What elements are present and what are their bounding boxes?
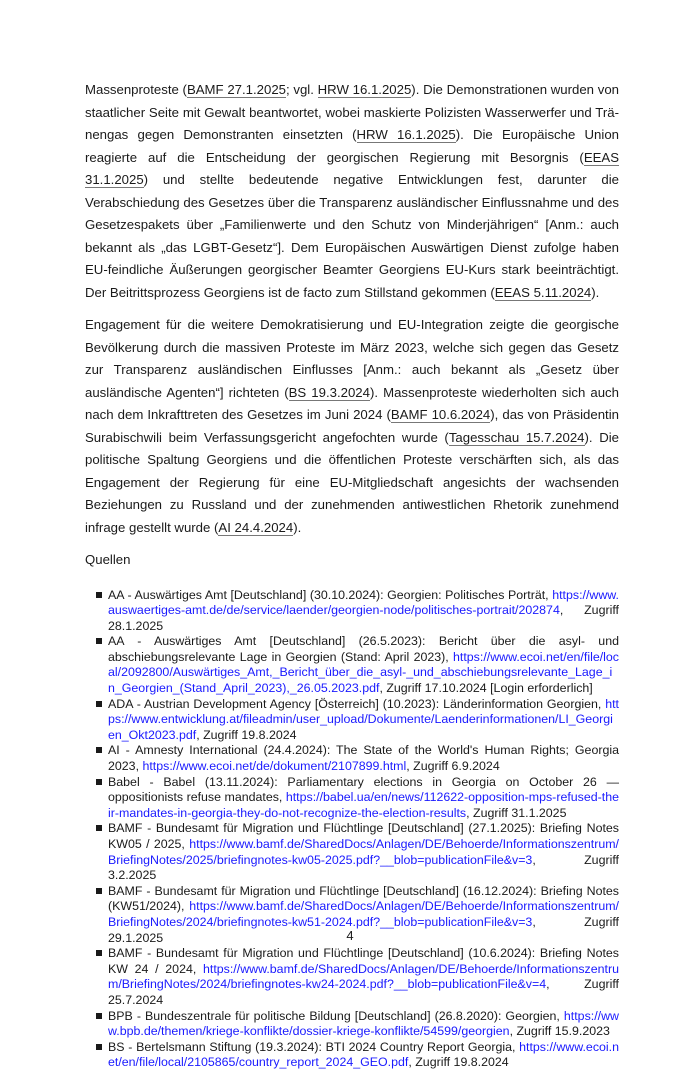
square-bullet-icon bbox=[96, 950, 102, 956]
source-item bbox=[108, 743, 619, 774]
source-access-date: , Zugriff 6.9.2024 bbox=[406, 759, 500, 774]
source-access-date: , Zugriff 3.2.2025 bbox=[108, 852, 619, 883]
source-text: Babel - Babel (13.11.2024): Parliamentary elections in Georgia on October 26 — oppositionists refuse mandates, bbox=[108, 774, 619, 805]
paragraph-text: Engagement für die weitere Demokratisierung und EU-Integration zeigte die georgische Bevölkerung durch die massiven Proteste im März 2023, welche sich gegen das Gesetz zur Transparenz ausländischen Einflusses [Anm.: auch bekannt als „Gesetz über ausländische Agenten“] richteten ( bbox=[85, 317, 619, 400]
source-item bbox=[108, 697, 619, 744]
source-access-date: , Zugriff 19.8.2024 bbox=[196, 727, 297, 742]
paragraph-text: ), das von Präsidentin Surabischwili beim Verfassungsgericht angefochten wurde ( bbox=[85, 407, 619, 445]
source-text: ADA - Austrian Development Agency [Österreich] (10.2023): Länderinformation Georgien, bbox=[108, 696, 606, 711]
paragraph-text: ). bbox=[591, 284, 600, 300]
paragraph-text: Massenproteste ( bbox=[85, 82, 187, 97]
square-bullet-icon bbox=[96, 825, 102, 831]
source-access-date: , Zugriff 28.1.2025 bbox=[108, 603, 619, 633]
square-bullet-icon bbox=[96, 779, 102, 785]
source-text: AI - Amnesty International (24.4.2024): The State of the World's Human Rights; Georgia 2023, bbox=[108, 743, 619, 774]
source-url-link[interactable]: https://babel.ua/en/news/112622-opposition-mps-refused-their-mandates-in-georgia-they-do-not-recognize-the-election-results bbox=[108, 790, 619, 820]
paragraph-text: ). bbox=[293, 519, 302, 535]
source-access-date: , Zugriff 17.10.2024 [Login erforderlich] bbox=[379, 681, 593, 696]
source-access-date: , Zugriff 15.9.2023 bbox=[509, 1024, 610, 1039]
square-bullet-icon bbox=[96, 701, 102, 707]
square-bullet-icon bbox=[96, 888, 102, 894]
sources-list bbox=[85, 588, 619, 1071]
paragraph-text: ) und stellte bedeutende negative Entwicklungen fest, darunter die Verabschiedung des Gesetzes über die Transparenz ausländischer Einflussnahme und des Gesetzespakets über „Familienwerte und den Schutz von Minderjährigen“ [Anm.: auch bekannt als „das LGBT-Gesetz“]. Dem Europäischen Auswärtigen Dienst zufolge haben EU-feindliche Äußerungen georgischer Beamter Georgiens EU-Kurs stark beeinträchtigt. Der Beitrittsprozess Georgiens ist de facto zum Stillstand gekommen ( bbox=[85, 172, 619, 300]
source-url-link[interactable]: https://www.ecoi.net/en/file/local/2105865/country_report_2024_GEO.pdf bbox=[108, 1039, 619, 1070]
square-bullet-icon bbox=[96, 1013, 102, 1019]
source-url-link[interactable]: https://www.ecoi.net/de/dokument/2107899.html bbox=[142, 759, 407, 774]
source-text: BAMF - Bundesamt für Migration und Flüchtlinge [Deutschland] (10.6.2024): Briefing Notes KW 24 / 2024, bbox=[108, 946, 619, 976]
source-access-date: , Zugriff 31.1.2025 bbox=[466, 805, 567, 820]
document-page bbox=[85, 79, 619, 1071]
citation-link[interactable]: BAMF 27.1.2025 bbox=[186, 82, 286, 97]
source-access-date: , Zugriff 25.7.2024 bbox=[108, 977, 619, 1007]
source-text: AA - Auswärtiges Amt [Deutschland] (26.5.2023): Bericht über die asyl- und abschiebungsrelevante Lage in Georgien (Stand: April 2023), bbox=[108, 634, 619, 664]
source-url-link[interactable]: https://www.bpb.de/themen/kriege-konflikte/dossier-kriege-konflikte/54599/georgien bbox=[108, 1008, 619, 1039]
citation-link[interactable]: HRW 16.1.2025 bbox=[356, 127, 456, 142]
citation-link[interactable]: BAMF 10.6.2024 bbox=[390, 407, 491, 422]
source-url-link[interactable]: https://www.bamf.de/SharedDocs/Anlagen/DE/Behoerde/Informationszentrum/BriefingNotes/2024/briefingnotes-kw51-2024.pdf?__blob=publicationFile&v=3 bbox=[108, 899, 619, 929]
source-url-link[interactable]: https://www.bamf.de/SharedDocs/Anlagen/DE/Behoerde/Informationszentrum/BriefingNotes/2024/briefingnotes-kw24-2024.pdf?__blob=publicationFile&v=4 bbox=[108, 961, 619, 992]
paragraph-text: ). Die Demonstrationen wurden von staatlicher Seite mit Gewalt beantwortet, wobei maskierte Polizisten Wasserwerfer und Tränengas gegen Demonstranten einsetzten ( bbox=[85, 82, 619, 142]
citation-link[interactable]: EEAS 5.11.2024 bbox=[494, 284, 592, 300]
source-item bbox=[108, 1040, 619, 1071]
paragraph-text: ). Die politische Spaltung Georgiens und die öffentlichen Proteste verschärften sich, als das Engagement der Regierung für eine EU-Mitgliedschaft angesichts der wachsenden Beziehungen zu Russland und der zunehmenden antiwestlichen Rhetorik zunehmend infrage gestellt wurde ( bbox=[85, 429, 620, 535]
citation-link[interactable]: AI 24.4.2024 bbox=[218, 519, 294, 535]
source-url-link[interactable]: https://www.entwicklung.at/fileadmin/user_upload/Dokumente/Laenderinformationen/LI_Georgien_Okt2023.pdf bbox=[108, 696, 619, 742]
page-number: 4 bbox=[346, 928, 354, 943]
source-item bbox=[108, 588, 619, 635]
source-access-date: , Zugriff 19.8.2024 bbox=[408, 1055, 509, 1070]
source-text: BPB - Bundeszentrale für politische Bildung [Deutschland] (26.8.2020): Georgien, bbox=[108, 1008, 564, 1023]
body-text bbox=[85, 79, 619, 539]
paragraph bbox=[85, 79, 619, 304]
paragraph-text: ). Massenproteste wiederholten sich auch nach dem Inkrafttreten des Gesetzes im Juni 2024 ( bbox=[85, 384, 619, 422]
paragraph-text: ; vgl. bbox=[285, 82, 318, 97]
source-text: BS - Bertelsmann Stiftung (19.3.2024): BTI 2024 Country Report Georgia, bbox=[108, 1039, 520, 1054]
citation-link[interactable]: Tagesschau 15.7.2024 bbox=[448, 429, 585, 445]
square-bullet-icon bbox=[96, 1044, 102, 1050]
source-url-link[interactable]: https://www.auswaertiges-amt.de/de/service/laender/georgien-node/politisches-portrait/202874 bbox=[108, 587, 619, 618]
source-item bbox=[108, 821, 619, 883]
source-url-link[interactable]: https://www.ecoi.net/en/file/local/2092800/Auswärtiges_Amt,_Bericht_über_die_asyl-_und_abschiebungsrelevante_Lage_in_Georgien_(Stand_April_2023),_26.05.2023.pdf bbox=[108, 649, 619, 696]
source-item bbox=[108, 775, 619, 822]
source-item bbox=[108, 634, 619, 696]
source-url-link[interactable]: https://www.bamf.de/SharedDocs/Anlagen/DE/Behoerde/Informationszentrum/BriefingNotes/2025/briefingnotes-kw05-2025.pdf?__blob=publicationFile&v=3 bbox=[108, 837, 619, 867]
source-text: BAMF - Bundesamt für Migration und Flüchtlinge [Deutschland] (27.1.2025): Briefing Notes KW05 / 2025, bbox=[108, 821, 619, 851]
sources-heading: Quellen bbox=[85, 552, 131, 567]
square-bullet-icon bbox=[96, 747, 102, 753]
paragraph bbox=[85, 314, 619, 539]
citation-link[interactable]: EEAS 31.1.2025 bbox=[85, 149, 619, 187]
citation-link[interactable]: HRW 16.1.2025 bbox=[317, 82, 412, 97]
source-item bbox=[108, 1009, 619, 1040]
paragraph-text: ). Die Europäische Union reagierte auf die Entscheidung der georgischen Regierung mit Besorgnis ( bbox=[85, 127, 619, 165]
square-bullet-icon bbox=[96, 592, 102, 598]
source-item bbox=[108, 946, 619, 1008]
source-text: AA - Auswärtiges Amt [Deutschland] (30.10.2024): Georgien: Politisches Porträt, bbox=[108, 587, 553, 602]
source-text: BAMF - Bundesamt für Migration und Flüchtlinge [Deutschland] (16.12.2024): Briefing Notes (KW51/2024), bbox=[108, 883, 619, 914]
source-access-date: , Zugriff 29.1.2025 bbox=[108, 914, 619, 945]
square-bullet-icon bbox=[96, 638, 102, 644]
citation-link[interactable]: BS 19.3.2024 bbox=[288, 384, 370, 400]
